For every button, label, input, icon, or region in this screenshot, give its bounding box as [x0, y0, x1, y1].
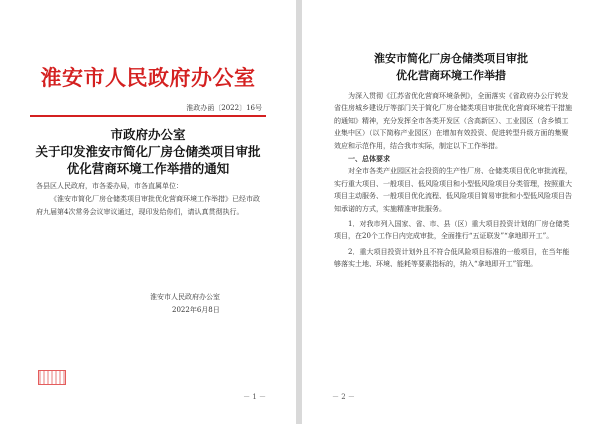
list-item: 2．重大项目投资计划外且不符合低风险项目标准的一般项目，在当年能够落实土地、环境、能耗等要素指标的，纳入“拿地即开工”管理。 [334, 247, 570, 269]
page-number: － 2 － [332, 393, 355, 401]
notice-body [36, 180, 262, 219]
issuing-authority-title: 淮安市人民政府办公室 [40, 65, 256, 90]
notice-title-line: 优化营商环境工作举措的通知 [66, 161, 230, 176]
measures-title-line: 淮安市简化厂房仓储类项目审批 [374, 52, 528, 65]
seal-stamp-icon [38, 370, 66, 385]
red-separator-line [30, 115, 266, 117]
measures-title [302, 50, 600, 84]
notice-paragraph: 《淮安市简化厂房仓储类项目审批优化营商环境工作举措》已经市政府九届第4次常务会议审议通过，现印发给你们，请认真贯彻执行。 [36, 195, 260, 216]
signature-org: 淮安市人民政府办公室 [150, 293, 220, 301]
page-number: － 1 － [243, 393, 266, 401]
salutation: 各县区人民政府，市各委办局，市各直属单位： [36, 182, 183, 190]
intro-paragraph: 为深入贯彻《江苏省优化营商环境条例》，全面落实《省政府办公厅转发省住房城乡建设厅等部门关于简化厂房仓储类项目审批优化营商环境若干措施的通知》精神，充分发挥全市各类开发区（含高新区）、工业园区（含乡镇工业集中区）（以下简称产业园区）在增加有效投资、促进转型升级方面的集聚效应和示范作用，结合我市实际，制定以下工作举措。 [334, 92, 572, 150]
notice-title [0, 126, 296, 177]
section-paragraph: 对全市各类产业园区社会投资的生产性厂房、仓储类项目优化审批流程，实行重大项目、一般项目、低风险项目和小型低风险项目分类管理，按照重大项目主动服务、一般项目优化流程、低风险项目简易审批和小型低风险项目告知承诺的方式，实施精准审批服务。 [334, 167, 572, 213]
document-page-1 [0, 0, 296, 424]
notice-title-line: 关于印发淮安市简化厂房仓储类项目审批 [35, 144, 261, 159]
measures-title-line: 优化营商环境工作举措 [396, 69, 506, 82]
document-number: 淮政办函〔2022〕16号 [186, 104, 262, 112]
document-page-2 [302, 0, 600, 424]
section-heading: 一、总体要求 [348, 154, 390, 164]
measures-body [334, 90, 572, 271]
notice-title-line: 市政府办公室 [110, 127, 186, 142]
signature-block [150, 291, 220, 317]
issue-date: 2022年6月8日 [172, 306, 220, 314]
list-item: 1．对我市列入国家、省、市、县（区）重大项目投资计划的厂房仓储类项目，在20个工作日内完成审批，全面推行“五证联发”“拿地即开工”。 [334, 220, 570, 241]
